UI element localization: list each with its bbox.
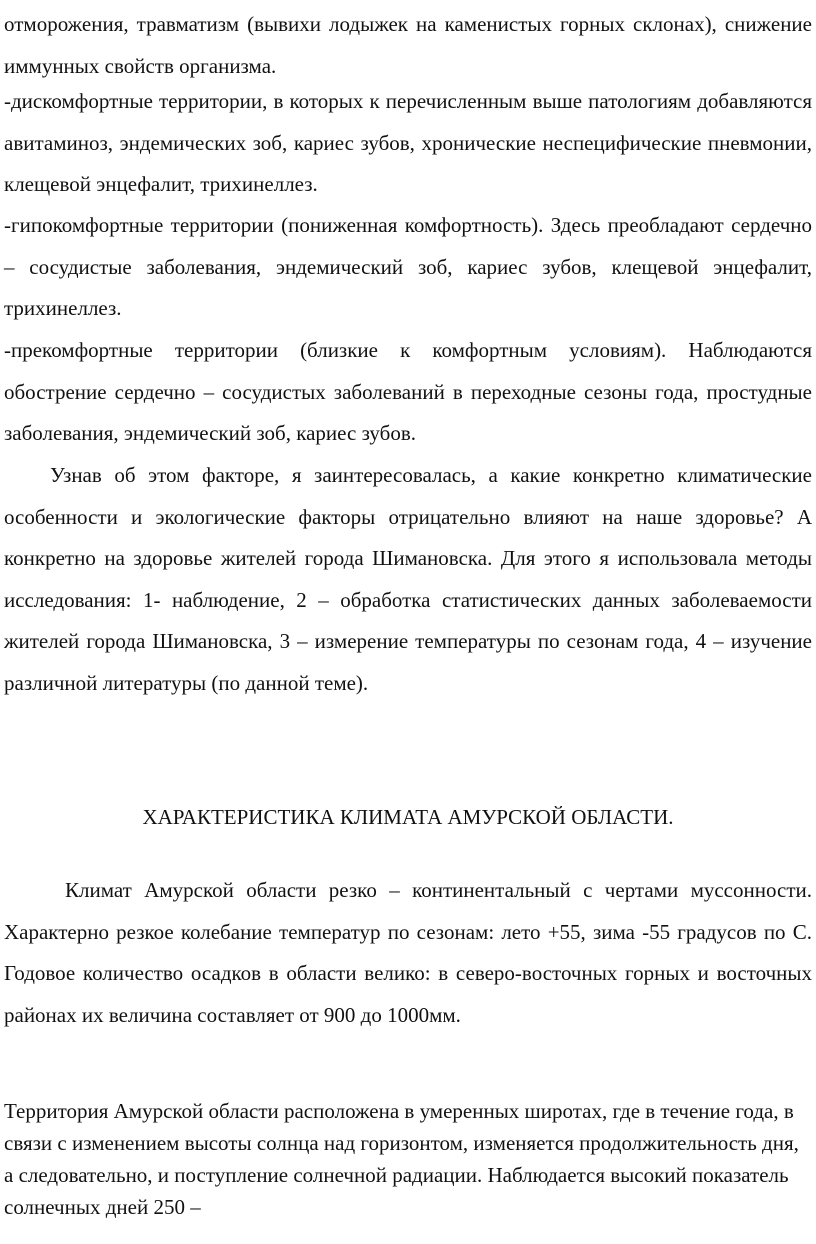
paragraph-discomfort-territories: -дискомфортные территории, в которых к перечисленным выше патологиям добавляются авитаминоз, эндемических зоб, кариес зубов, хронические неспецифические пневмонии, клещевой энцефалит, трихинеллез. <box>4 89 812 196</box>
paragraph-territory: Территория Амурской области расположена в умеренных широтах, где в течение года, в связи с изменением высоты солнца над горизонтом, изменяется продолжительность дня, а следовательно, и поступление солнечной радиации. Наблюдается высокий показатель солнечных дней 250 – <box>4 1099 799 1219</box>
section-heading: ХАРАКТЕРИСТИКА КЛИМАТА АМУРСКОЙ ОБЛАСТИ. <box>142 805 674 829</box>
paragraph-precomfort-territories: -прекомфортные территории (близкие к комфортным условиям). Наблюдаются обострение сердечно – сосудистых заболеваний в переходные сезоны года, простудные заболевания, эндемический зоб, кариес зубов. <box>4 338 812 445</box>
paragraph-frostbite: отморожения, травматизм (вывихи лодыжек на каменистых горных склонах), снижение иммунных свойств организма. <box>4 12 812 78</box>
paragraph-research-methods: Узнав об этом факторе, я заинтересовалась, а какие конкретно климатические особенности и экологические факторы отрицательно влияют на наше здоровье? А конкретно на здоровье жителей города Шимановска. Для этого я использовала методы исследования: 1- наблюдение, 2 – обработка статистических данных заболеваемости жителей города Шимановска, 3 – измерение температуры по сезонам года, 4 – изучение различной литературы (по данной теме). <box>4 463 812 695</box>
paragraph-climate: Климат Амурской области резко – континентальный с чертами муссонности. Характерно резкое колебание температур по сезонам: лето +55, зима -55 градусов по С. Годовое количество осадков в области велико: в северо-восточных горных и восточных районах их величина составляет от 900 до 1000мм. <box>4 878 812 1027</box>
paragraph-hypocomfort-territories: -гипокомфортные территории (пониженная комфортность). Здесь преобладают сердечно – сосудистые заболевания, эндемический зоб, кариес зубов, клещевой энцефалит, трихинеллез. <box>4 213 812 320</box>
